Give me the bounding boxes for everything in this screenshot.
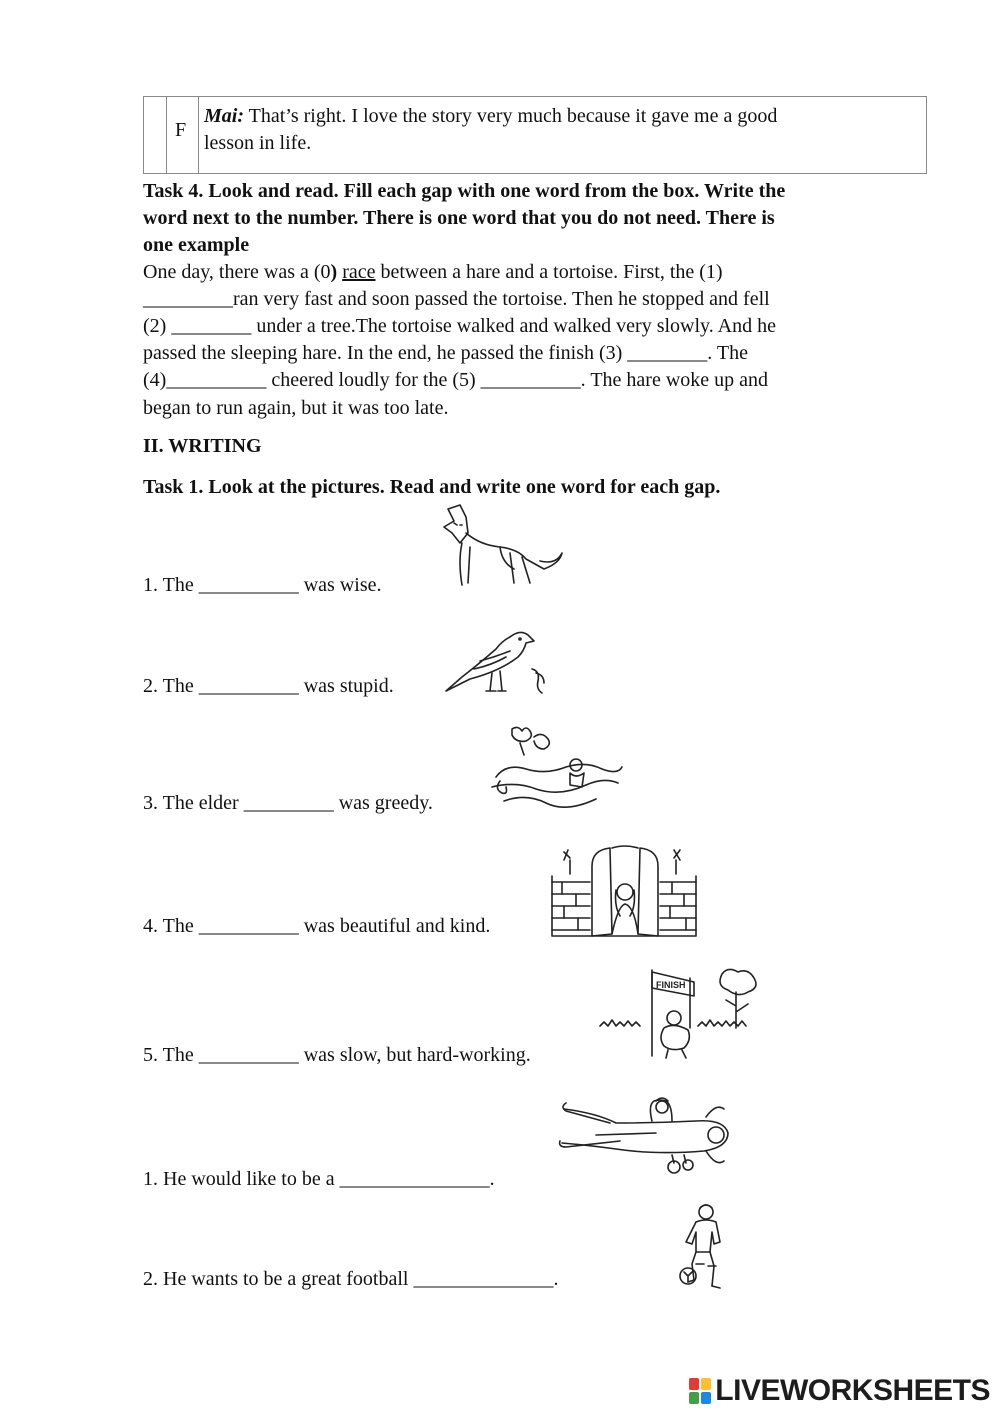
writing-item-2: 2. The __________ was stupid. (143, 675, 394, 697)
p1-before: One day, there was a (0 (143, 261, 331, 283)
dialogue-text-line2: lesson in life. (204, 132, 312, 154)
dialogue-letter-cell (166, 97, 199, 173)
task4-paragraph-line2: _________ran very fast and soon passed the tortoise. Then he stopped and fell (143, 288, 770, 310)
fox-icon (440, 503, 565, 593)
crow-icon (440, 627, 550, 697)
dialogue-line (204, 103, 914, 157)
dialogue-table (143, 96, 927, 174)
task4-paragraph-line3: (2) ________ under a tree.The tortoise walked and walked very slowly. And he (143, 315, 776, 337)
dialogue-row-letter: F (175, 119, 187, 141)
liveworksheets-logo (689, 1374, 990, 1408)
brother-scene-icon (486, 723, 626, 823)
writing-item-3: 3. The elder _________ was greedy. (143, 792, 433, 814)
task4-paragraph-line4: passed the sleeping hare. In the end, he passed the finish (3) ________. The (143, 342, 749, 364)
football-player-icon (676, 1202, 728, 1294)
task4-paragraph-line5: (4)__________ cheered loudly for the (5) __________. The hare woke up and (143, 369, 769, 391)
task4-paragraph-line6: began to run again, but it was too late. (143, 397, 449, 419)
example-answer: race (342, 261, 376, 283)
task4-heading-line3: one example (143, 234, 250, 256)
task1-heading: Task 1. Look at the pictures. Read and write one word for each gap. (143, 476, 721, 498)
task4-heading-line2: word next to the number. There is one word that you do not need. There is (143, 207, 775, 229)
svg-text:FINISH: FINISH (656, 980, 686, 990)
writing-item-5: 5. The __________ was slow, but hard-working. (143, 1044, 531, 1066)
tortoise-finish-icon (598, 966, 762, 1058)
task4-paragraph-line1 (143, 259, 723, 286)
p1-paren: ) (330, 261, 338, 283)
writing-section-title: II. WRITING (143, 435, 262, 457)
dialogue-number-cell (144, 97, 167, 173)
dialogue-text-line1: That’s right. I love the story very much because it gave me a good (248, 105, 778, 127)
p1-after: between a hare and a tortoise. First, the (1) (375, 261, 723, 283)
jobs-item-1: 1. He would like to be a _______________. (143, 1168, 495, 1190)
logo-mark-icon (689, 1378, 711, 1404)
speaker-name: Mai: (204, 105, 244, 127)
task4-heading-line1: Task 4. Look and read. Fill each gap with one word from the box. Write the (143, 180, 786, 202)
writing-item-4: 4. The __________ was beautiful and kind. (143, 915, 491, 937)
writing-item-1: 1. The __________ was wise. (143, 574, 382, 596)
logo-text: LIVEWORKSHEETS (715, 1374, 990, 1407)
pilot-plane-icon (556, 1093, 734, 1177)
princess-window-icon (550, 846, 700, 938)
jobs-item-2: 2. He wants to be a great football ______________. (143, 1268, 559, 1290)
